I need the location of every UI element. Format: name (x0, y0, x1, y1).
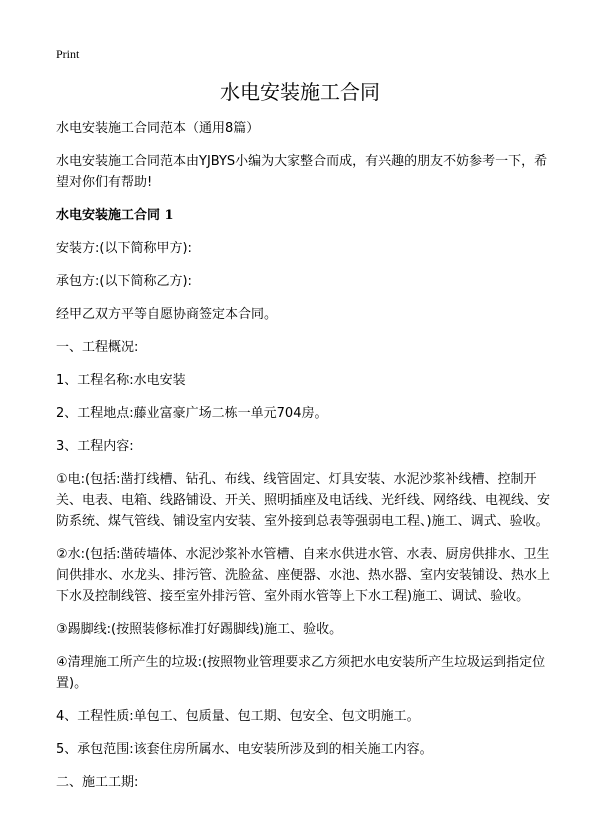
project-content-heading: 3、工程内容: (56, 439, 134, 454)
party-a-paragraph: 安装方:(以下简称甲方): (56, 241, 192, 256)
subtitle-paragraph: 水电安装施工合同范本（通用8篇） (56, 121, 260, 136)
project-name-paragraph: 1、工程名称:水电安装 (56, 373, 186, 388)
document-body (56, 118, 556, 805)
contract-scope-paragraph: 5、承包范围:该套住房所属水、电安装所涉及到的相关施工内容。 (56, 742, 433, 757)
cleanup-paragraph: ④清理施工所产生的垃圾:(按照物业管理要求乙方须把水电安装所产生垃圾运到指定位置)。 (56, 655, 546, 691)
intro-paragraph: 水电安装施工合同范本由YJBYS小编为大家整合而成，有兴趣的朋友不妨参考一下，希望对你们有帮助! (56, 154, 548, 190)
document-title: 水电安装施工合同 (220, 80, 380, 104)
print-label: Print (56, 47, 80, 61)
electric-work-paragraph: ①电:(包括:凿打线槽、钻孔、布线、线管固定、灯具安装、水泥沙浆补线槽、控制开关、电表、电箱、线路铺设、开关、照明插座及电话线、光纤线、网络线、电视线、安防系统、煤气管线、铺设室内安装、室外接到总表等强弱电工程、)施工、调式、验收。 (56, 472, 551, 529)
agreement-paragraph: 经甲乙双方平等自愿协商签定本合同。 (56, 307, 278, 322)
project-location-paragraph: 2、工程地点:藤业富豪广场二栋一单元704房。 (56, 406, 328, 421)
party-b-paragraph: 承包方:(以下简称乙方): (56, 274, 192, 289)
water-work-paragraph: ②水:(包括:凿砖墙体、水泥沙浆补水管槽、自来水供进水管、水表、厨房供排水、卫生间供排水、水龙头、排污管、洗脸盆、座便器、水池、热水器、室内安装铺设、热水上下水及控制线管、接至室外排污管、室外雨水管等上下水工程)施工、调试、验收。 (56, 547, 551, 604)
schedule-heading: 二、施工工期: (56, 775, 139, 790)
section-heading: 水电安装施工合同 1 (56, 208, 174, 223)
project-nature-paragraph: 4、工程性质:单包工、包质量、包工期、包安全、包文明施工。 (56, 709, 420, 724)
overview-heading: 一、工程概况: (56, 340, 139, 355)
baseboard-paragraph: ③踢脚线:(按照装修标准打好踢脚线)施工、验收。 (56, 622, 343, 637)
